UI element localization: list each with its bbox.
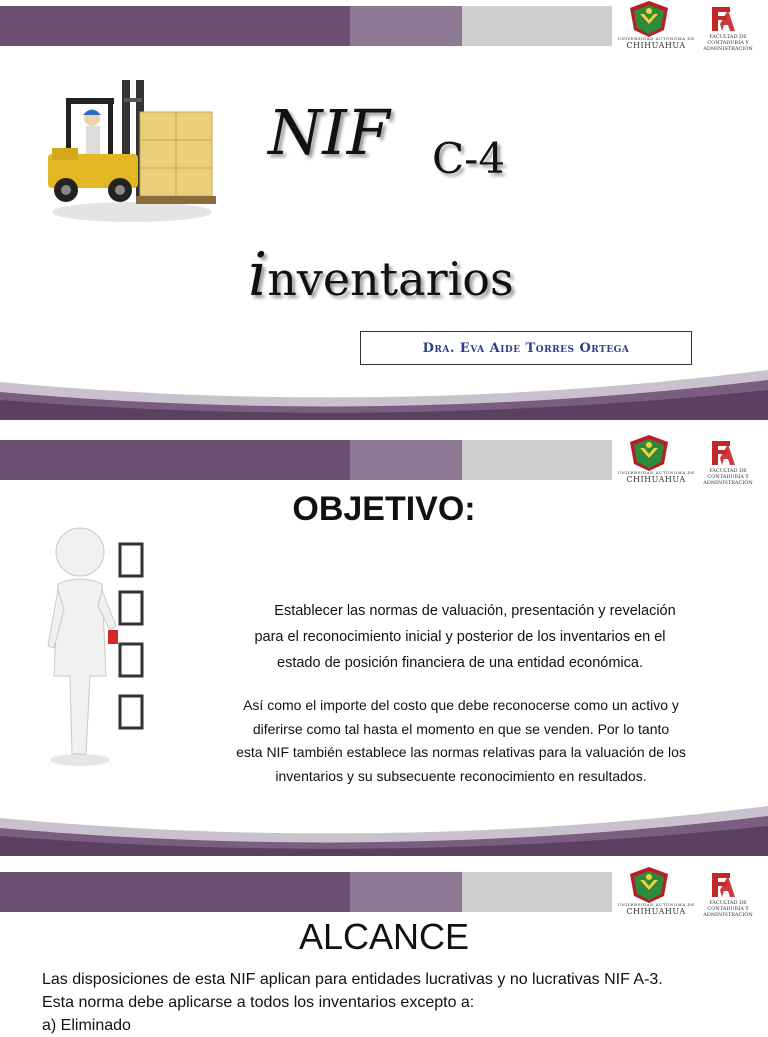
slide-alcance xyxy=(0,866,768,1034)
uach-shield-icon xyxy=(628,0,670,38)
header-bar xyxy=(0,872,768,918)
fca-logo-icon xyxy=(708,4,736,34)
uach-shield-icon xyxy=(628,434,670,472)
uach-small-text: UNIVERSIDAD AUTÓNOMA DE xyxy=(617,36,695,41)
alcance-text xyxy=(42,968,663,1037)
alcance-line: Las disposiciones de esta NIF aplican para entidades lucrativas y no lucrativas NIF A-3. xyxy=(42,971,663,988)
header-bar xyxy=(0,6,768,52)
title-rest: nventarios xyxy=(267,252,514,306)
uach-shield-icon xyxy=(628,866,670,904)
objetivo-paragraph-2 xyxy=(170,694,752,788)
title-code: C-4 xyxy=(432,134,506,183)
uach-small-text: UNIVERSIDAD AUTÓNOMA DE xyxy=(617,902,695,907)
bottom-swoosh xyxy=(0,804,768,856)
paragraph-line: estado de posición financiera de una entidad económica. xyxy=(277,655,643,671)
objetivo-heading: OBJETIVO: xyxy=(292,490,476,528)
alcance-heading: ALCANCE xyxy=(298,916,470,957)
uach-name-text: CHIHUAHUA xyxy=(626,907,686,916)
slide-objetivo xyxy=(0,434,768,856)
header-bar-light xyxy=(462,6,612,46)
author-name: Dra. Eva Aide Torres Ortega xyxy=(422,340,630,356)
fca-name-text: FACULTAD DE CONTADURÍA Y ADMINISTRACIÓN xyxy=(703,468,753,486)
fca-logo-icon xyxy=(708,870,736,900)
paragraph-line: diferirse como tal hasta el momento en que se venden. Por lo tanto xyxy=(252,720,670,737)
alcance-line: a) Eliminado xyxy=(42,1017,131,1034)
logos-area xyxy=(612,866,768,918)
title-nif: NIF xyxy=(268,96,390,169)
fca-logo-icon xyxy=(708,438,736,468)
title-inventarios xyxy=(248,240,514,310)
paragraph-line: inventarios y su subsecuente reconocimiento en resultados. xyxy=(275,767,647,784)
paragraph-line: Así como el importe del costo que debe reconocerse como un activo y xyxy=(243,697,679,713)
author-box xyxy=(360,331,692,365)
fca-name-text: FACULTAD DE CONTADURÍA Y ADMINISTRACIÓN xyxy=(703,34,753,52)
uach-name xyxy=(616,470,696,484)
header-bar-light xyxy=(462,440,612,480)
fca-name-text: FACULTAD DE CONTADURÍA Y ADMINISTRACIÓN xyxy=(703,900,753,918)
header-bar-mid xyxy=(350,440,462,480)
objetivo-paragraph-1 xyxy=(180,598,740,676)
bottom-swoosh xyxy=(0,368,768,420)
uach-name xyxy=(616,902,696,916)
uach-name xyxy=(616,36,696,50)
header-bar xyxy=(0,440,768,486)
forklift-illustration xyxy=(44,78,220,228)
paragraph-line: para el reconocimiento inicial y posterior de los inventarios en el xyxy=(254,629,666,645)
paragraph-line: Establecer las normas de valuación, presentación y revelación xyxy=(274,603,676,619)
logos-area xyxy=(612,434,768,486)
paragraph-line: esta NIF también establece las normas relativas para la valuación de los xyxy=(236,744,686,760)
uach-small-text: UNIVERSIDAD AUTÓNOMA DE xyxy=(617,470,695,475)
uach-name-text: CHIHUAHUA xyxy=(626,475,686,484)
header-bar-mid xyxy=(350,872,462,912)
header-bar-light xyxy=(462,872,612,912)
logos-area xyxy=(612,0,768,52)
header-bar-mid xyxy=(350,6,462,46)
checklist-figure-illustration xyxy=(44,526,150,772)
alcance-line: Esta norma debe aplicarse a todos los inventarios excepto a: xyxy=(42,994,475,1011)
uach-name-text: CHIHUAHUA xyxy=(626,41,686,50)
slide-title xyxy=(0,0,768,420)
title-initial: i xyxy=(248,240,268,310)
